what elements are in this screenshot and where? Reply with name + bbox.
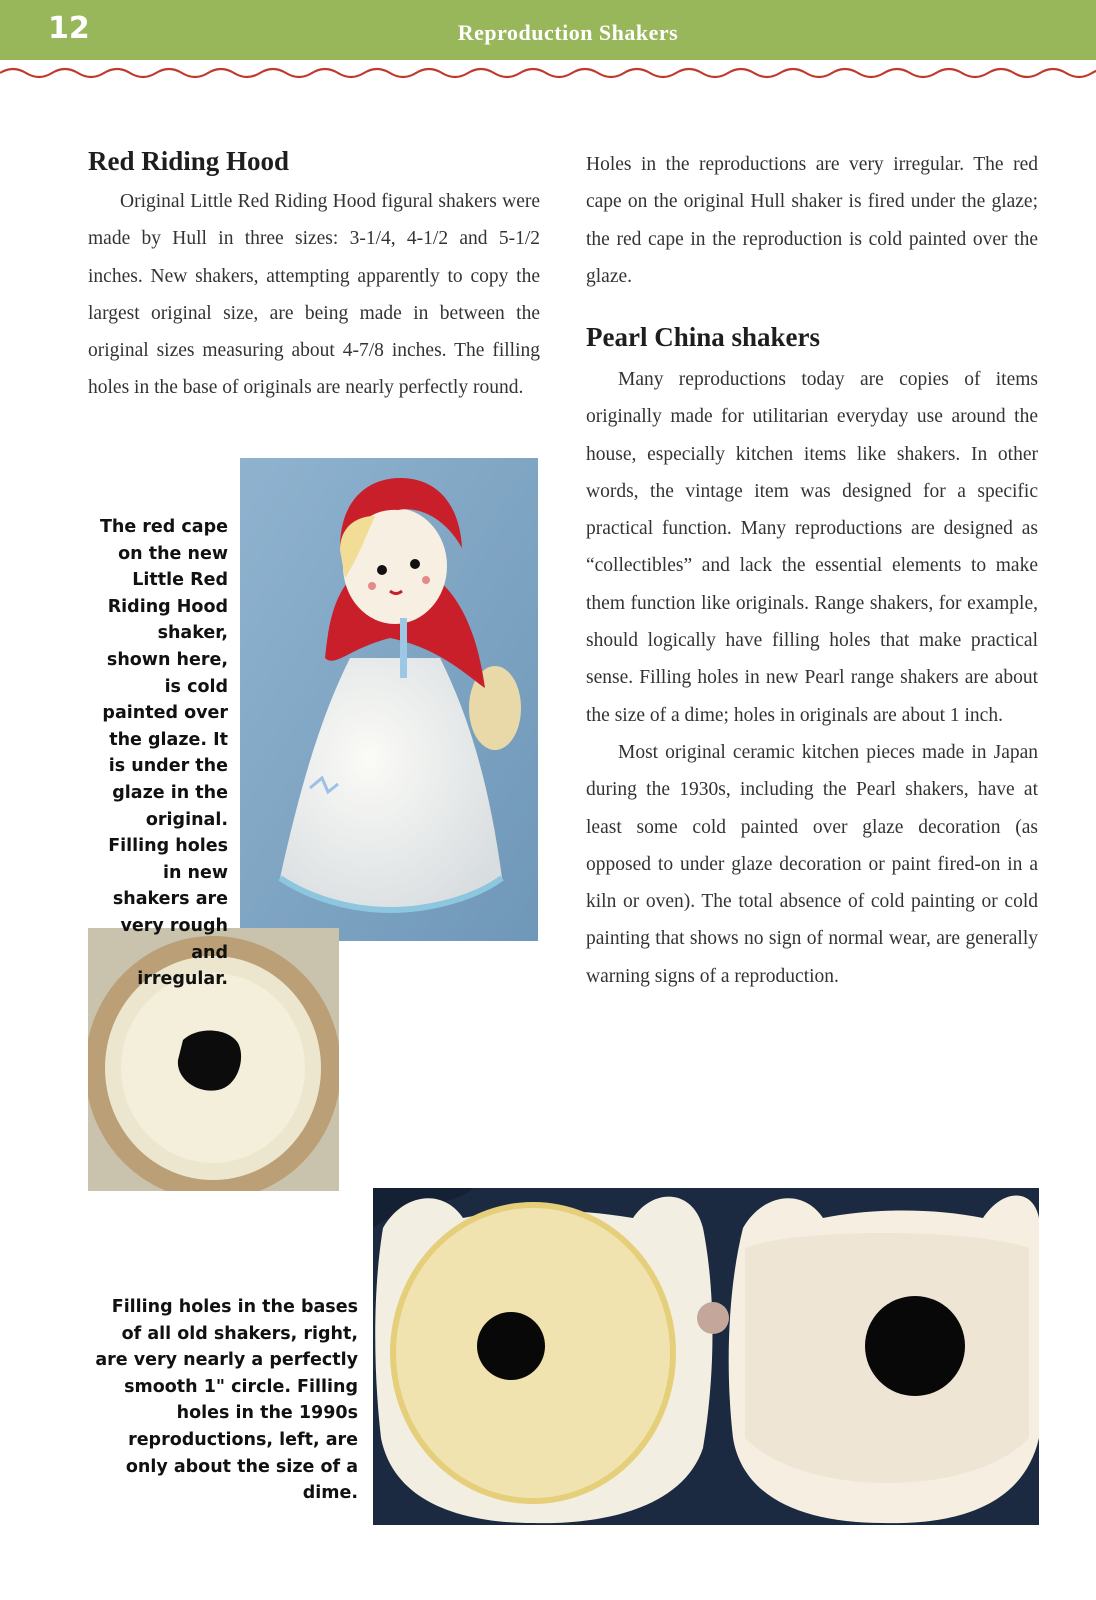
red-riding-hood-paragraph: Original Little Red Riding Hood figural shakers were made by Hull in three sizes: 3-1/4, 4-1/2 and 5-1/2 inches. New shakers, attempting apparently to copy the largest original size, are being made in between the original sizes measuring about 4-7/8 inches. The filling holes in the base of originals are nearly perfectly round. bbox=[88, 191, 540, 399]
heading-red-riding-hood: Red Riding Hood bbox=[88, 146, 290, 176]
caption-filling-holes: Filling holes in the bases of all old shakers, right, are very nearly a perfectly smooth 1" circle. Filling holes in the 1990s reproductions, left, are only about the size of a dime. bbox=[95, 1297, 358, 1504]
header-bar bbox=[0, 0, 1096, 60]
red-riding-hood-shaker-photo bbox=[240, 458, 538, 941]
page-number: 12 bbox=[48, 11, 90, 46]
running-title: Reproduction Shakers bbox=[457, 20, 679, 45]
shaker-bases-comparison-photo bbox=[373, 1188, 1039, 1525]
heading-pearl-china: Pearl China shakers bbox=[586, 322, 821, 352]
pearl-china-text: Many reproductions today are copies of items originally made for utilitarian everyday use around the house, especially kitchen items like shakers. In other words, the vintage item was designed for a specific practical function. Many reproductions are designed as “collectibles” and lack the essential elements to make them function like originals. Range shakers, for example, should logically have filling holes that make practical sense. Filling holes in new Pearl range shakers are about the size of a dime; holes in originals are about 1 inch. Most original ceramic kitchen pieces made in Japan during the 1930s, including the Pearl shakers, have at least some cold painted over glaze decoration (as opposed to under glaze decoration or paint fired-on in a kiln or oven). The total absence of cold painting or cold painting that shows no sign of normal wear, are generally warning signs of a reproduction. bbox=[586, 369, 1038, 987]
wavy-divider bbox=[0, 64, 1096, 82]
caption-red-cape: The red cape on the new Little Red Riding Hood shaker, shown here, is cold painted over the glaze. It is under the glaze in the original. Filling holes in new shakers are very rough and irregular. bbox=[99, 517, 228, 990]
red-riding-hood-continued: Holes in the reproductions are very irregular. The red cape on the original Hull shaker is fired under the glaze; the red cape in the reproduction is cold painted over the glaze. bbox=[586, 154, 1038, 287]
